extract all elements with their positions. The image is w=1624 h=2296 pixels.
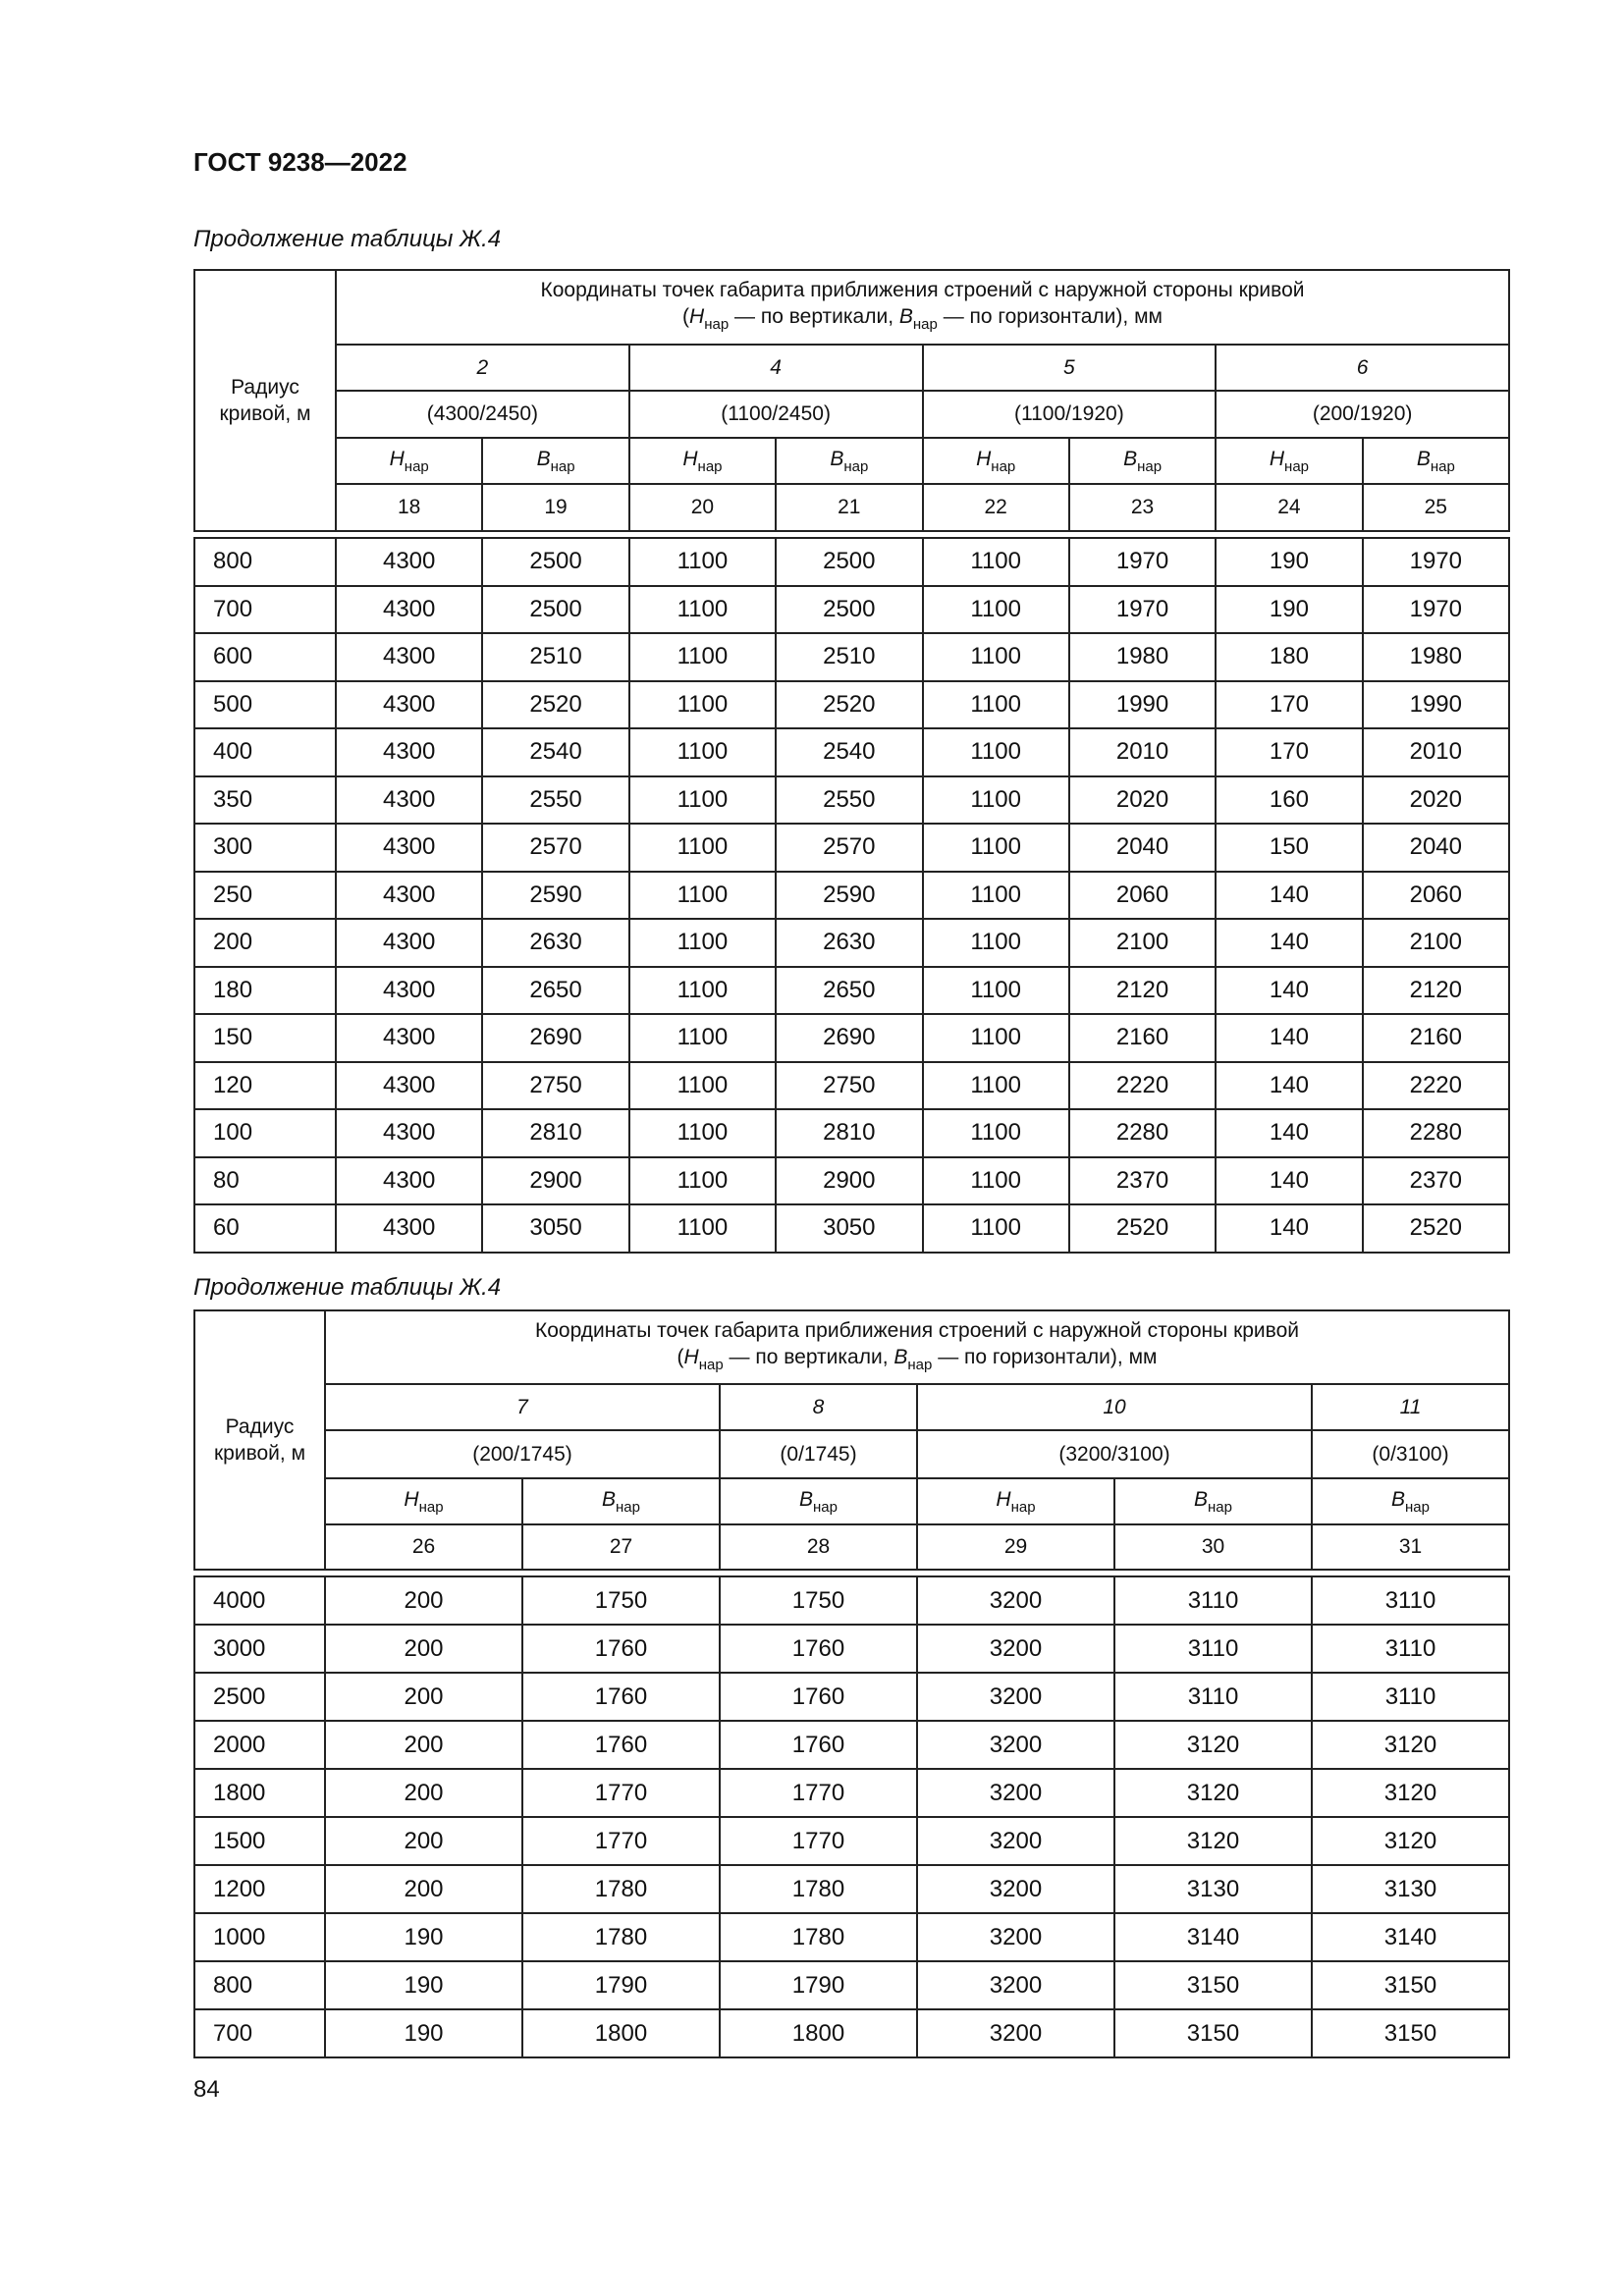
value-cell: 1780 <box>720 1913 917 1961</box>
value-cell: 1100 <box>629 538 776 586</box>
value-cell: 1780 <box>522 1913 720 1961</box>
value-cell: 1100 <box>629 824 776 872</box>
value-cell: 1100 <box>629 776 776 825</box>
table-row <box>194 1625 1509 1673</box>
value-cell: 2810 <box>482 1109 628 1157</box>
table-row <box>194 919 1509 967</box>
value-cell: 1100 <box>923 1157 1069 1205</box>
value-cell: 2060 <box>1069 872 1216 920</box>
value-cell: 3140 <box>1114 1913 1312 1961</box>
value-cell: 1100 <box>629 728 776 776</box>
radius-cell: 1200 <box>194 1865 325 1913</box>
column-number: 24 <box>1216 484 1362 531</box>
table-row <box>194 538 1509 586</box>
radius-cell: 400 <box>194 728 336 776</box>
table-row <box>194 1913 1509 1961</box>
symbol-header: $B_{нар}$ <box>776 438 922 484</box>
value-cell: 4300 <box>336 1109 482 1157</box>
value-cell: 2500 <box>776 586 922 634</box>
value-cell: 2550 <box>482 776 628 825</box>
value-cell: 4300 <box>336 681 482 729</box>
point-coords: (3200/3100) <box>917 1430 1312 1478</box>
value-cell: 2650 <box>482 967 628 1015</box>
value-cell: 1100 <box>629 967 776 1015</box>
document-title: ГОСТ 9238—2022 <box>193 147 407 177</box>
point-number: 2 <box>336 345 629 391</box>
value-cell: 1100 <box>923 1204 1069 1253</box>
value-cell: 140 <box>1216 967 1362 1015</box>
radius-cell: 60 <box>194 1204 336 1253</box>
value-cell: 1800 <box>522 2009 720 2057</box>
value-cell: 190 <box>325 1961 522 2009</box>
table-row <box>194 1576 1509 1625</box>
symbol-header: $B_{нар}$ <box>1114 1478 1312 1524</box>
table-row <box>194 872 1509 920</box>
value-cell: 2040 <box>1069 824 1216 872</box>
value-cell: 4300 <box>336 586 482 634</box>
value-cell: 2500 <box>482 586 628 634</box>
point-coords: (0/1745) <box>720 1430 917 1478</box>
value-cell: 2570 <box>482 824 628 872</box>
table-row <box>194 824 1509 872</box>
table-row <box>194 586 1509 634</box>
value-cell: 4300 <box>336 919 482 967</box>
value-cell: 2520 <box>1363 1204 1509 1253</box>
column-number: 30 <box>1114 1524 1312 1570</box>
table-row <box>194 2009 1509 2057</box>
radius-cell: 1000 <box>194 1913 325 1961</box>
table2-caption: Продолжение таблицы Ж.4 <box>193 1274 502 1301</box>
value-cell: 4300 <box>336 1062 482 1110</box>
value-cell: 3110 <box>1312 1625 1509 1673</box>
symbol-header: $B_{нар}$ <box>720 1478 917 1524</box>
value-cell: 1100 <box>923 967 1069 1015</box>
value-cell: 1760 <box>522 1673 720 1721</box>
value-cell: 1750 <box>522 1576 720 1625</box>
value-cell: 3120 <box>1312 1721 1509 1769</box>
value-cell: 1100 <box>923 681 1069 729</box>
radius-cell: 2500 <box>194 1673 325 1721</box>
table-row <box>194 633 1509 681</box>
value-cell: 2570 <box>776 824 922 872</box>
value-cell: 2520 <box>776 681 922 729</box>
symbol-header: $B_{нар}$ <box>1069 438 1216 484</box>
point-coords: (200/1920) <box>1216 391 1509 438</box>
radius-cell: 600 <box>194 633 336 681</box>
value-cell: 1100 <box>923 586 1069 634</box>
value-cell: 1100 <box>629 586 776 634</box>
value-cell: 3200 <box>917 1721 1114 1769</box>
value-cell: 3130 <box>1114 1865 1312 1913</box>
table2-body <box>194 1576 1509 2057</box>
value-cell: 3120 <box>1312 1817 1509 1865</box>
value-cell: 1790 <box>522 1961 720 2009</box>
value-cell: 3130 <box>1312 1865 1509 1913</box>
value-cell: 1780 <box>522 1865 720 1913</box>
point-coords: (1100/1920) <box>923 391 1217 438</box>
value-cell: 190 <box>1216 538 1362 586</box>
point-number: 11 <box>1312 1384 1509 1430</box>
column-number: 18 <box>336 484 482 531</box>
table-row <box>194 776 1509 825</box>
value-cell: 1100 <box>923 872 1069 920</box>
column-number: 31 <box>1312 1524 1509 1570</box>
symbol-header: $B_{нар}$ <box>522 1478 720 1524</box>
value-cell: 190 <box>325 1913 522 1961</box>
value-cell: 1980 <box>1069 633 1216 681</box>
point-number: 6 <box>1216 345 1509 391</box>
radius-cell: 350 <box>194 776 336 825</box>
radius-cell: 1500 <box>194 1817 325 1865</box>
value-cell: 2040 <box>1363 824 1509 872</box>
value-cell: 190 <box>1216 586 1362 634</box>
value-cell: 2590 <box>776 872 922 920</box>
table-row <box>194 1157 1509 1205</box>
value-cell: 2370 <box>1069 1157 1216 1205</box>
radius-cell: 2000 <box>194 1721 325 1769</box>
value-cell: 160 <box>1216 776 1362 825</box>
point-coords: (1100/2450) <box>629 391 923 438</box>
value-cell: 2120 <box>1363 967 1509 1015</box>
symbol-header: $B_{нар}$ <box>1363 438 1509 484</box>
value-cell: 3200 <box>917 1817 1114 1865</box>
value-cell: 1990 <box>1069 681 1216 729</box>
value-cell: 200 <box>325 1817 522 1865</box>
value-cell: 1980 <box>1363 633 1509 681</box>
radius-cell: 120 <box>194 1062 336 1110</box>
value-cell: 1990 <box>1363 681 1509 729</box>
value-cell: 2690 <box>776 1014 922 1062</box>
value-cell: 2370 <box>1363 1157 1509 1205</box>
column-number: 19 <box>482 484 628 531</box>
value-cell: 2280 <box>1363 1109 1509 1157</box>
value-cell: 3120 <box>1114 1721 1312 1769</box>
value-cell: 180 <box>1216 633 1362 681</box>
value-cell: 4300 <box>336 1204 482 1253</box>
value-cell: 2160 <box>1363 1014 1509 1062</box>
radius-cell: 500 <box>194 681 336 729</box>
value-cell: 3200 <box>917 1576 1114 1625</box>
value-cell: 1100 <box>923 776 1069 825</box>
value-cell: 4300 <box>336 728 482 776</box>
value-cell: 2690 <box>482 1014 628 1062</box>
value-cell: 1970 <box>1069 538 1216 586</box>
column-number: 23 <box>1069 484 1216 531</box>
point-coords: (4300/2450) <box>336 391 629 438</box>
value-cell: 1760 <box>720 1673 917 1721</box>
table-row <box>194 1961 1509 2009</box>
value-cell: 1100 <box>923 919 1069 967</box>
value-cell: 4300 <box>336 538 482 586</box>
value-cell: 1770 <box>522 1817 720 1865</box>
value-cell: 140 <box>1216 1062 1362 1110</box>
value-cell: 2220 <box>1069 1062 1216 1110</box>
value-cell: 3110 <box>1114 1576 1312 1625</box>
value-cell: 1100 <box>923 1062 1069 1110</box>
value-cell: 200 <box>325 1865 522 1913</box>
value-cell: 1770 <box>720 1817 917 1865</box>
value-cell: 2550 <box>776 776 922 825</box>
value-cell: 2100 <box>1069 919 1216 967</box>
value-cell: 1100 <box>629 1204 776 1253</box>
value-cell: 2810 <box>776 1109 922 1157</box>
value-cell: 4300 <box>336 872 482 920</box>
value-cell: 140 <box>1216 1204 1362 1253</box>
column-number: 26 <box>325 1524 522 1570</box>
value-cell: 1100 <box>629 919 776 967</box>
radius-cell: 700 <box>194 2009 325 2057</box>
table-row <box>194 1109 1509 1157</box>
value-cell: 1760 <box>522 1721 720 1769</box>
column-number: 21 <box>776 484 922 531</box>
column-number: 28 <box>720 1524 917 1570</box>
column-number: 20 <box>629 484 776 531</box>
value-cell: 1100 <box>629 1014 776 1062</box>
value-cell: 2280 <box>1069 1109 1216 1157</box>
value-cell: 3150 <box>1312 2009 1509 2057</box>
value-cell: 2540 <box>482 728 628 776</box>
value-cell: 200 <box>325 1721 522 1769</box>
value-cell: 1790 <box>720 1961 917 2009</box>
value-cell: 2020 <box>1363 776 1509 825</box>
value-cell: 200 <box>325 1769 522 1817</box>
value-cell: 3110 <box>1312 1576 1509 1625</box>
value-cell: 2630 <box>776 919 922 967</box>
coord-header: Координаты точек габарита приближения строений с наружной стороны кривой ($H_{нар}$ — по вертикали, $B_{нар}$ — по горизонтали), мм <box>325 1310 1509 1384</box>
table-row <box>194 1769 1509 1817</box>
table1-body <box>194 538 1509 1253</box>
value-cell: 3110 <box>1114 1625 1312 1673</box>
value-cell: 2520 <box>1069 1204 1216 1253</box>
value-cell: 3200 <box>917 1673 1114 1721</box>
value-cell: 3050 <box>776 1204 922 1253</box>
value-cell: 2750 <box>482 1062 628 1110</box>
value-cell: 1100 <box>923 538 1069 586</box>
radius-header: Радиус кривой, м <box>194 1310 325 1570</box>
value-cell: 1100 <box>629 1062 776 1110</box>
column-number: 25 <box>1363 484 1509 531</box>
radius-cell: 300 <box>194 824 336 872</box>
value-cell: 2020 <box>1069 776 1216 825</box>
point-number: 8 <box>720 1384 917 1430</box>
value-cell: 1750 <box>720 1576 917 1625</box>
value-cell: 2100 <box>1363 919 1509 967</box>
radius-cell: 700 <box>194 586 336 634</box>
value-cell: 1970 <box>1363 586 1509 634</box>
radius-cell: 800 <box>194 538 336 586</box>
value-cell: 140 <box>1216 1109 1362 1157</box>
value-cell: 3140 <box>1312 1913 1509 1961</box>
value-cell: 1760 <box>522 1625 720 1673</box>
value-cell: 3150 <box>1312 1961 1509 2009</box>
table-row <box>194 681 1509 729</box>
radius-cell: 800 <box>194 1961 325 2009</box>
value-cell: 140 <box>1216 1157 1362 1205</box>
value-cell: 3120 <box>1312 1769 1509 1817</box>
radius-cell: 250 <box>194 872 336 920</box>
value-cell: 2630 <box>482 919 628 967</box>
page-number: 84 <box>193 2076 220 2103</box>
radius-cell: 4000 <box>194 1576 325 1625</box>
value-cell: 3200 <box>917 1913 1114 1961</box>
value-cell: 2900 <box>482 1157 628 1205</box>
value-cell: 1100 <box>923 1109 1069 1157</box>
point-number: 7 <box>325 1384 720 1430</box>
value-cell: 4300 <box>336 967 482 1015</box>
value-cell: 200 <box>325 1625 522 1673</box>
value-cell: 3150 <box>1114 2009 1312 2057</box>
radius-cell: 100 <box>194 1109 336 1157</box>
table2 <box>193 1309 1510 2058</box>
value-cell: 3150 <box>1114 1961 1312 2009</box>
value-cell: 2120 <box>1069 967 1216 1015</box>
value-cell: 200 <box>325 1576 522 1625</box>
value-cell: 170 <box>1216 681 1362 729</box>
value-cell: 1100 <box>629 681 776 729</box>
value-cell: 3200 <box>917 1865 1114 1913</box>
value-cell: 1100 <box>923 824 1069 872</box>
value-cell: 3120 <box>1114 1817 1312 1865</box>
value-cell: 1770 <box>720 1769 917 1817</box>
value-cell: 1100 <box>923 728 1069 776</box>
radius-cell: 80 <box>194 1157 336 1205</box>
radius-cell: 3000 <box>194 1625 325 1673</box>
point-number: 10 <box>917 1384 1312 1430</box>
value-cell: 2500 <box>482 538 628 586</box>
value-cell: 3120 <box>1114 1769 1312 1817</box>
value-cell: 140 <box>1216 919 1362 967</box>
table-row <box>194 1673 1509 1721</box>
value-cell: 2510 <box>482 633 628 681</box>
value-cell: 1100 <box>629 1109 776 1157</box>
value-cell: 1970 <box>1363 538 1509 586</box>
value-cell: 190 <box>325 2009 522 2057</box>
symbol-header: $H_{нар}$ <box>629 438 776 484</box>
value-cell: 3110 <box>1114 1673 1312 1721</box>
symbol-header: $B_{нар}$ <box>482 438 628 484</box>
value-cell: 3050 <box>482 1204 628 1253</box>
value-cell: 1100 <box>923 1014 1069 1062</box>
symbol-header: $H_{нар}$ <box>1216 438 1362 484</box>
value-cell: 200 <box>325 1673 522 1721</box>
value-cell: 1770 <box>522 1769 720 1817</box>
value-cell: 3200 <box>917 1961 1114 2009</box>
value-cell: 2510 <box>776 633 922 681</box>
value-cell: 140 <box>1216 872 1362 920</box>
value-cell: 2590 <box>482 872 628 920</box>
symbol-header: $H_{нар}$ <box>923 438 1069 484</box>
table-row <box>194 1721 1509 1769</box>
radius-cell: 1800 <box>194 1769 325 1817</box>
value-cell: 2540 <box>776 728 922 776</box>
radius-cell: 180 <box>194 967 336 1015</box>
radius-cell: 150 <box>194 1014 336 1062</box>
value-cell: 1100 <box>923 633 1069 681</box>
symbol-header: $H_{нар}$ <box>325 1478 522 1524</box>
point-coords: (0/3100) <box>1312 1430 1509 1478</box>
value-cell: 2520 <box>482 681 628 729</box>
value-cell: 2750 <box>776 1062 922 1110</box>
value-cell: 2500 <box>776 538 922 586</box>
value-cell: 150 <box>1216 824 1362 872</box>
value-cell: 2010 <box>1069 728 1216 776</box>
value-cell: 1800 <box>720 2009 917 2057</box>
radius-header: Радиус кривой, м <box>194 270 336 531</box>
value-cell: 3200 <box>917 1625 1114 1673</box>
point-number: 5 <box>923 345 1217 391</box>
column-number: 22 <box>923 484 1069 531</box>
value-cell: 1100 <box>629 1157 776 1205</box>
value-cell: 2160 <box>1069 1014 1216 1062</box>
symbol-header: $H_{нар}$ <box>917 1478 1114 1524</box>
table-row <box>194 728 1509 776</box>
value-cell: 2220 <box>1363 1062 1509 1110</box>
value-cell: 4300 <box>336 776 482 825</box>
value-cell: 1760 <box>720 1721 917 1769</box>
value-cell: 2900 <box>776 1157 922 1205</box>
table1 <box>193 269 1510 1254</box>
value-cell: 2010 <box>1363 728 1509 776</box>
value-cell: 1970 <box>1069 586 1216 634</box>
value-cell: 1760 <box>720 1625 917 1673</box>
symbol-header: $B_{нар}$ <box>1312 1478 1509 1524</box>
value-cell: 2650 <box>776 967 922 1015</box>
table-row <box>194 967 1509 1015</box>
table-row <box>194 1817 1509 1865</box>
radius-cell: 200 <box>194 919 336 967</box>
point-coords: (200/1745) <box>325 1430 720 1478</box>
table-row <box>194 1062 1509 1110</box>
column-number: 27 <box>522 1524 720 1570</box>
table-row <box>194 1014 1509 1062</box>
value-cell: 1780 <box>720 1865 917 1913</box>
table-row <box>194 1204 1509 1253</box>
table1-caption: Продолжение таблицы Ж.4 <box>193 226 502 252</box>
value-cell: 4300 <box>336 633 482 681</box>
coord-header: Координаты точек габарита приближения строений с наружной стороны кривой ($H_{нар}$ — по вертикали, $B_{нар}$ — по горизонтали), мм <box>336 270 1509 345</box>
value-cell: 4300 <box>336 1014 482 1062</box>
value-cell: 3110 <box>1312 1673 1509 1721</box>
table-row <box>194 1865 1509 1913</box>
value-cell: 1100 <box>629 633 776 681</box>
value-cell: 3200 <box>917 1769 1114 1817</box>
value-cell: 4300 <box>336 1157 482 1205</box>
value-cell: 2060 <box>1363 872 1509 920</box>
value-cell: 4300 <box>336 824 482 872</box>
point-number: 4 <box>629 345 923 391</box>
symbol-header: $H_{нар}$ <box>336 438 482 484</box>
value-cell: 3200 <box>917 2009 1114 2057</box>
value-cell: 1100 <box>629 872 776 920</box>
column-number: 29 <box>917 1524 1114 1570</box>
value-cell: 170 <box>1216 728 1362 776</box>
value-cell: 140 <box>1216 1014 1362 1062</box>
